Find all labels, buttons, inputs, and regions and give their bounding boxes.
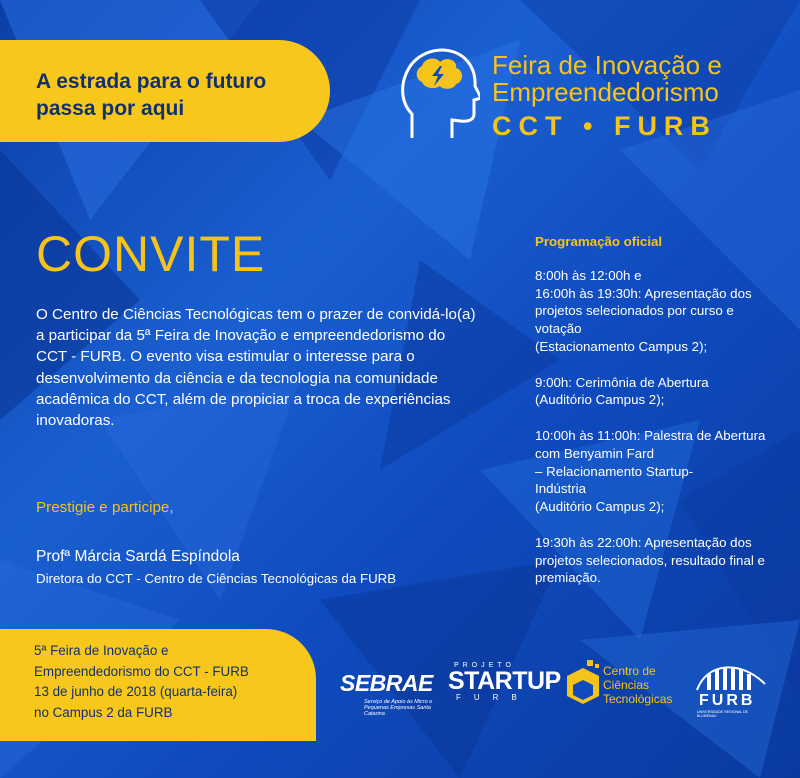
program-item: 19:30h às 22:00h: Apresentação dos projetos selecionados, resultado final e premiação. [535,534,765,586]
invite-closing: Prestigie e participe, [36,499,174,516]
startup-logo-top: PROJETO [454,662,515,669]
sebrae-logo-text: SEBRAE [340,670,433,696]
head-lightning-icon [398,42,480,140]
furb-logo-text: FURB [699,692,756,709]
invite-body [36,304,476,431]
startup-logo-bottom: FURB [456,693,530,702]
program-title: Programação oficial [535,234,663,249]
furb-building-icon [693,658,769,692]
sebrae-logo [340,670,434,717]
program-item: 8:00h às 12:00h e 16:00h às 19:30h: Apresentação dos projetos selecionados por curso e votação (Estacionamento Campus 2); [535,267,752,354]
startup-furb-logo [448,662,561,702]
event-info-line: 13 de junho de 2018 (quarta-feira) [34,684,238,699]
sebrae-logo-subtext: Serviço de Apoio às Micro e Pequenas Empresas Santa Catarina [364,699,433,717]
furb-logo [693,658,769,718]
signer-name: Profª Márcia Sardá Espíndola [36,548,240,565]
event-info-line: no Campus 2 da FURB [34,704,173,720]
invite-heading: CONVITE [36,226,266,282]
cct-cube-icon [565,660,601,708]
furb-logo-subtext: UNIVERSIDADE REGIONAL DE BLUMENAU [697,710,749,718]
event-info-line: Empreendedorismo do CCT - FURB [34,663,249,679]
fair-subtitle: CCT • FURB [492,111,717,141]
event-info-line: 5ª Feira de Inovação e [34,643,169,658]
fair-title: Feira de Inovação e Empreendedorismo [492,50,722,107]
tagline-text: A estrada para o futuro passa por aqui [36,70,267,120]
event-info-text [34,641,304,723]
startup-logo-text: STARTUP [448,667,561,695]
program-item: 9:00h: Cerimônia de Abertura (Auditório Campus 2); [535,374,709,408]
cct-logo-text: Centro de Ciências Tecnológicas [603,664,673,706]
cct-logo [565,660,673,713]
signer-role: Diretora do CCT - Centro de Ciências Tecnológicas da FURB [36,571,397,586]
program-section [535,233,775,605]
program-item: 10:00h às 11:00h: Palestra de Abertura com Benyamin Fard – Relacionamento Startup- Indústria (Auditório Campus 2); [535,427,766,515]
invite-body-text: O Centro de Ciências Tecnológicas tem o prazer de convidá-lo(a) a participar da 5ª Feira de Inovação e empreendedorismo do CCT - FURB. O evento visa estimular o interesse para o desenvolvimento da ciência e da tecnologia na comunidade acadêmica do CCT, além de propiciar a troca de experiências inovadoras. [36,306,476,430]
